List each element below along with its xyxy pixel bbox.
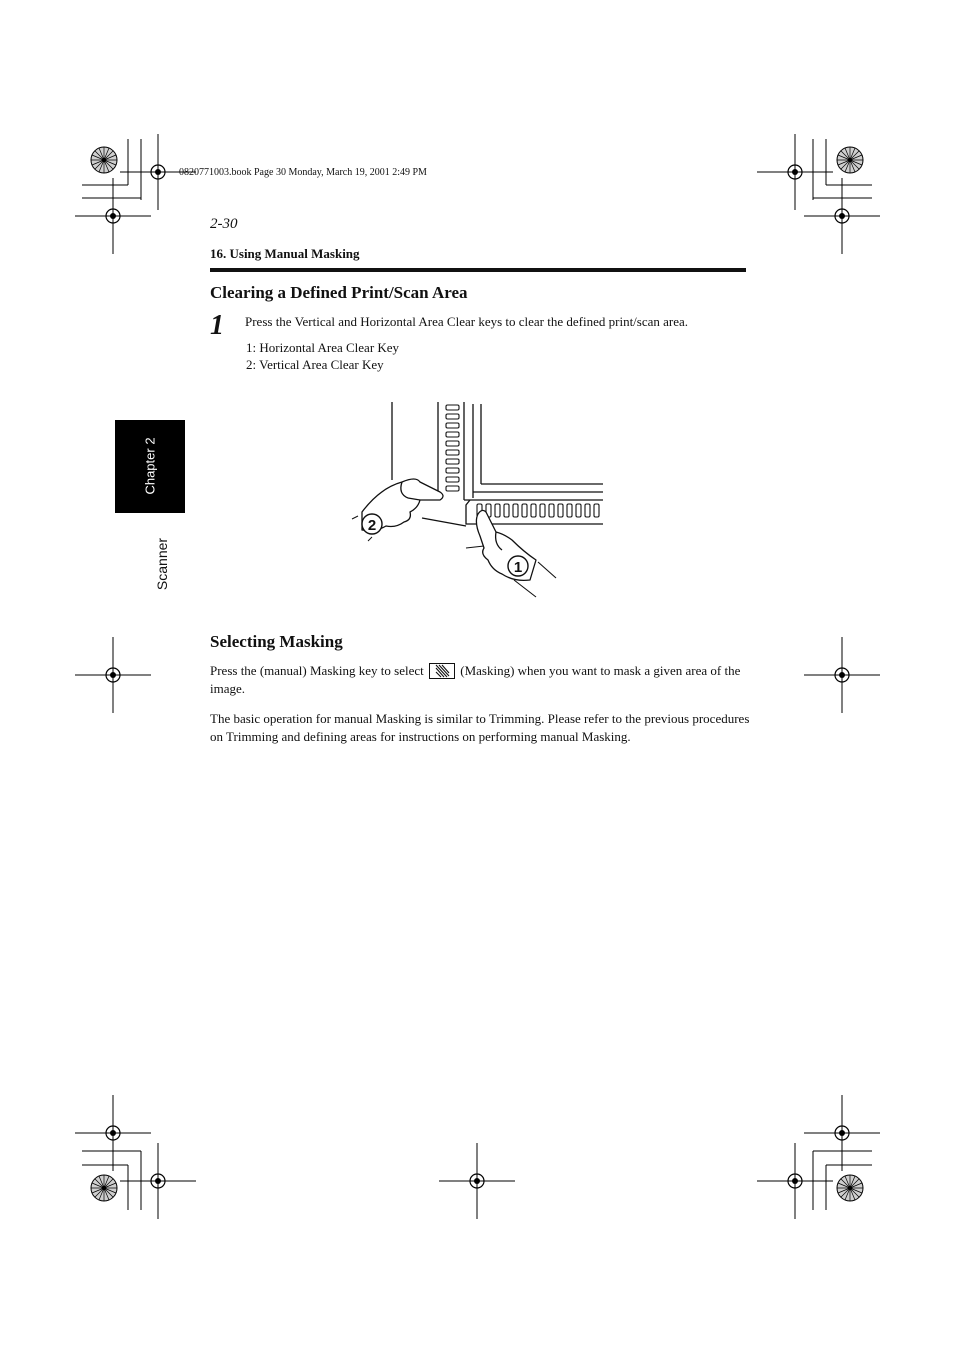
sunburst-target-icon <box>91 147 117 173</box>
callout-1: 1 <box>513 559 523 576</box>
heading-clearing: Clearing a Defined Print/Scan Area <box>210 283 468 302</box>
masking-paragraph-2: The basic operation for manual Masking is similar to Trimming. Please refer to the previous procedures on Trimming and defining areas for instructions on performing manual Masking. <box>210 711 750 744</box>
registration-crosshair-icon <box>75 178 151 254</box>
step-number: 1 <box>210 310 224 341</box>
step-instruction: Press the Vertical and Horizontal Area Clear keys to clear the defined print/scan area. <box>245 314 689 329</box>
sunburst-target-icon <box>837 1175 863 1201</box>
running-head: 16. Using Manual Masking <box>210 246 360 261</box>
legend-key-2: 2: Vertical Area Clear Key <box>246 357 384 372</box>
masking-paragraph-1-start: Press the (manual) Masking key to select <box>210 663 427 678</box>
legend-key-1: 1: Horizontal Area Clear Key <box>246 340 400 355</box>
file-slug: 0820771003.book Page 30 Monday, March 19, 2001 2:49 PM <box>179 167 427 178</box>
vertical-area-clear-keys <box>446 405 459 491</box>
registration-crosshair-icon <box>804 1095 880 1171</box>
registration-crosshair-icon <box>804 178 880 254</box>
chapter-tab-label: Chapter 2 <box>142 437 158 495</box>
masking-hatch-icon <box>429 663 455 679</box>
horizontal-area-clear-keys <box>477 504 599 517</box>
masking-paragraph-1 <box>210 662 750 698</box>
registration-crosshair-icon <box>75 1095 151 1171</box>
page-number: 2-30 <box>210 216 238 232</box>
sunburst-target-icon <box>91 1175 117 1201</box>
section-side-label: Scanner <box>154 537 170 591</box>
heading-masking: Selecting Masking <box>210 632 343 651</box>
registration-crosshair-icon <box>757 134 833 210</box>
registration-crosshair-icon <box>75 637 151 713</box>
area-clear-keys-illustration <box>340 398 610 603</box>
header-rule <box>210 268 746 272</box>
registration-crosshair-icon <box>804 637 880 713</box>
registration-crosshair-icon <box>120 1143 196 1219</box>
sunburst-target-icon <box>837 147 863 173</box>
registration-crosshair-icon <box>757 1143 833 1219</box>
masking-paragraph-1-end: (Masking) when you want to mask a given area of the image. <box>210 663 741 697</box>
registration-crosshair-icon <box>439 1143 515 1219</box>
callout-2: 2 <box>367 517 377 534</box>
